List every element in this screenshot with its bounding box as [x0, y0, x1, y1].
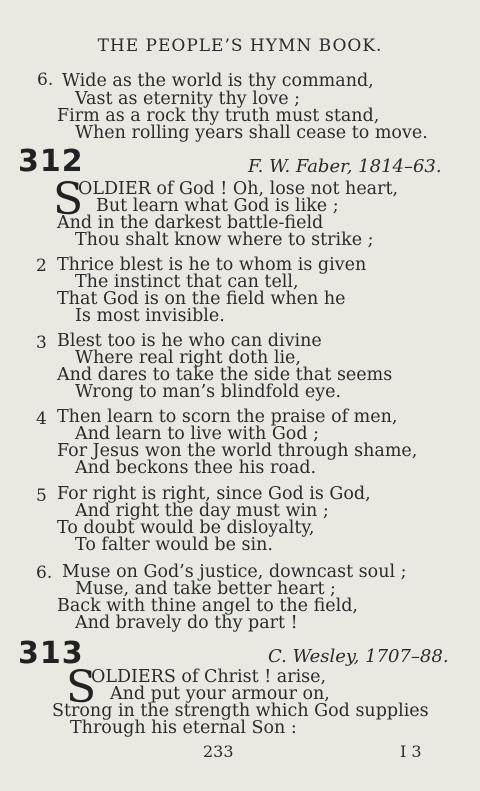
verse-number: 5	[36, 486, 47, 506]
page-number: 233	[203, 742, 234, 761]
verse-line: For Jesus won the world through shame,	[57, 441, 418, 461]
verse-line: Thrice blest is he to whom is given	[57, 255, 367, 275]
running-header: THE PEOPLE’S HYMN BOOK.	[97, 36, 383, 56]
verse-line: Through his eternal Son :	[70, 718, 297, 738]
verse-number: 3	[36, 333, 47, 353]
verse-line: And beckons thee his road.	[75, 458, 317, 478]
hymn-number: 313	[18, 636, 84, 671]
verse-line: Firm as a rock thy truth must stand,	[57, 106, 380, 126]
verse-number: 4	[36, 409, 47, 429]
verse-line: When rolling years shall cease to move.	[75, 123, 428, 143]
hymn-author: F. W. Faber, 1814–63.	[248, 156, 442, 177]
verse-line: Muse on God’s justice, downcast soul ;	[62, 562, 407, 582]
verse-line: Wide as the world is thy command,	[62, 71, 374, 91]
verse-number: 2	[36, 256, 47, 276]
verse-line: Muse, and take better heart ;	[75, 579, 336, 599]
verse-line: Blest too is he who can divine	[57, 331, 322, 351]
verse-line: OLDIER of God ! Oh, lose not heart,	[78, 179, 399, 199]
verse-line: Strong in the strength which God supplies	[52, 701, 429, 721]
hymn-author: C. Wesley, 1707–88.	[268, 646, 449, 667]
verse-line: And in the darkest battle-field	[57, 213, 324, 233]
verse-line: OLDIERS of Christ ! arise,	[91, 667, 327, 687]
verse-line: For right is right, since God is God,	[57, 484, 371, 504]
drop-cap: S	[66, 662, 97, 713]
verse-line: But learn what God is like ;	[96, 196, 339, 216]
drop-cap: S	[53, 174, 84, 225]
verse-line: Wrong to man’s blindfold eye.	[75, 382, 342, 402]
verse-line: And put your armour on,	[110, 684, 330, 704]
verse-line: The instinct that can tell,	[75, 272, 299, 292]
verse-line: And bravely do thy part !	[75, 613, 298, 633]
verse-line: And learn to live with God ;	[75, 424, 320, 444]
verse-line: That God is on the field when he	[57, 289, 346, 309]
verse-number: 6.	[37, 70, 54, 90]
verse-line: Vast as eternity thy love ;	[75, 89, 301, 109]
verse-line: And dares to take the side that seems	[57, 365, 393, 385]
verse-line: Back with thine angel to the field,	[57, 596, 358, 616]
verse-line: Where real right doth lie,	[75, 348, 301, 368]
verse-line: To doubt would be disloyalty,	[57, 518, 315, 538]
verse-line: Thou shalt know where to strike ;	[75, 230, 374, 250]
verse-line: And right the day must win ;	[75, 501, 329, 521]
verse-line: Then learn to scorn the praise of men,	[57, 407, 398, 427]
verse-line: To falter would be sin.	[75, 535, 273, 555]
signature-mark: I 3	[400, 742, 422, 761]
verse-line: Is most invisible.	[75, 306, 225, 326]
verse-number: 6.	[36, 563, 53, 583]
hymn-number: 312	[18, 144, 84, 179]
